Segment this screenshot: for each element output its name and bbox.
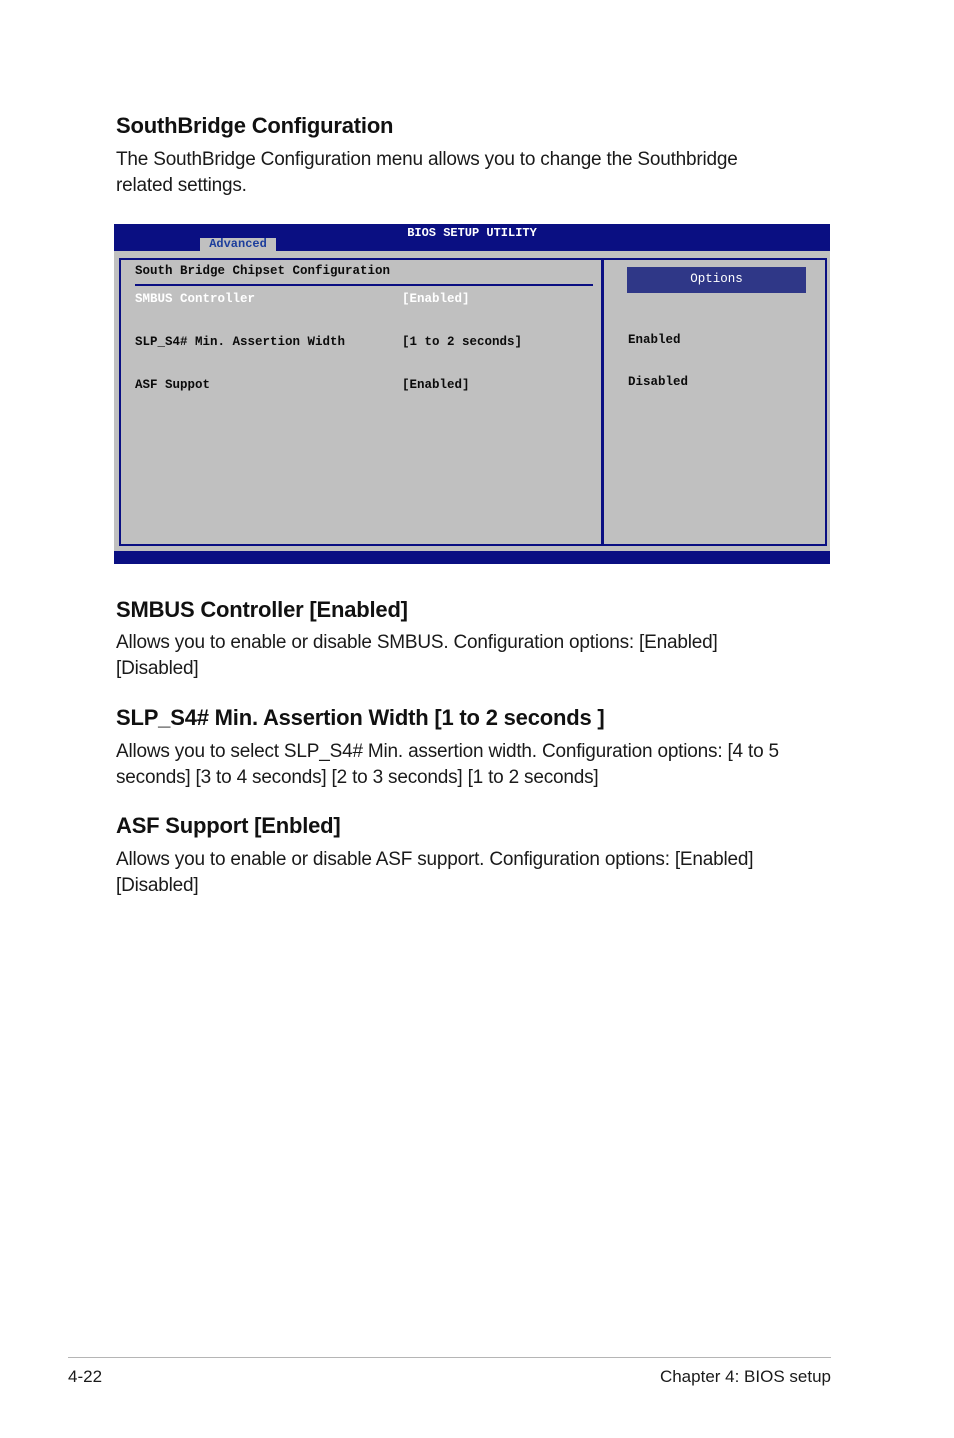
- section-heading-southbridge: SouthBridge Configuration: [116, 113, 394, 138]
- footer-divider: [68, 1357, 831, 1358]
- text-line: Allows you to enable or disable ASF support. Configuration options: [Enabled]: [116, 849, 754, 870]
- menu-item-smbus-controller[interactable]: SMBUS Controller: [135, 292, 256, 306]
- bios-bottom-bar: [114, 551, 830, 564]
- bios-screenshot: [114, 224, 830, 564]
- bios-title: BIOS SETUP UTILITY: [407, 226, 537, 240]
- title-underline: [135, 284, 593, 286]
- tab-advanced[interactable]: Advanced: [200, 238, 276, 251]
- menu-value-smbus-controller[interactable]: [Enabled]: [402, 292, 470, 306]
- section-text-asf: [116, 847, 836, 899]
- section-text-slp-s4: [116, 739, 836, 791]
- section-text-smbus: [116, 630, 836, 682]
- section-text-southbridge: [116, 147, 836, 199]
- menu-item-asf-support[interactable]: ASF Suppot: [135, 378, 211, 392]
- text-line: Allows you to enable or disable SMBUS. Configuration options: [Enabled]: [116, 632, 718, 653]
- menu-item-slp-s4[interactable]: SLP_S4# Min. Assertion Width: [135, 335, 346, 349]
- menu-value-slp-s4[interactable]: [1 to 2 seconds]: [402, 335, 523, 349]
- menu-value-asf-support[interactable]: [Enabled]: [402, 378, 470, 392]
- text-line: Allows you to select SLP_S4# Min. assertion width. Configuration options: [4 to 5: [116, 741, 779, 762]
- text-line: [Disabled]: [116, 658, 199, 679]
- page-number: 4-22: [68, 1367, 103, 1386]
- panel-title: South Bridge Chipset Configuration: [135, 264, 391, 278]
- options-list: [628, 305, 688, 417]
- option-enabled[interactable]: Enabled: [628, 333, 681, 347]
- text-line: seconds] [3 to 4 seconds] [2 to 3 seconds] [1 to 2 seconds]: [116, 767, 599, 788]
- section-heading-asf: ASF Support [Enbled]: [116, 813, 341, 838]
- option-disabled[interactable]: Disabled: [628, 375, 689, 389]
- bios-help-panel: [602, 258, 827, 546]
- section-heading-slp-s4: SLP_S4# Min. Assertion Width [1 to 2 seconds ]: [116, 705, 605, 730]
- options-header: Options: [627, 267, 806, 293]
- chapter-label: Chapter 4: BIOS setup: [659, 1367, 831, 1386]
- text-line: [Disabled]: [116, 875, 199, 896]
- text-line: related settings.: [116, 175, 247, 196]
- section-heading-smbus: SMBUS Controller [Enabled]: [116, 597, 408, 622]
- text-line: The SouthBridge Configuration menu allows you to change the Southbridge: [116, 149, 738, 170]
- bios-settings-panel: [119, 258, 603, 546]
